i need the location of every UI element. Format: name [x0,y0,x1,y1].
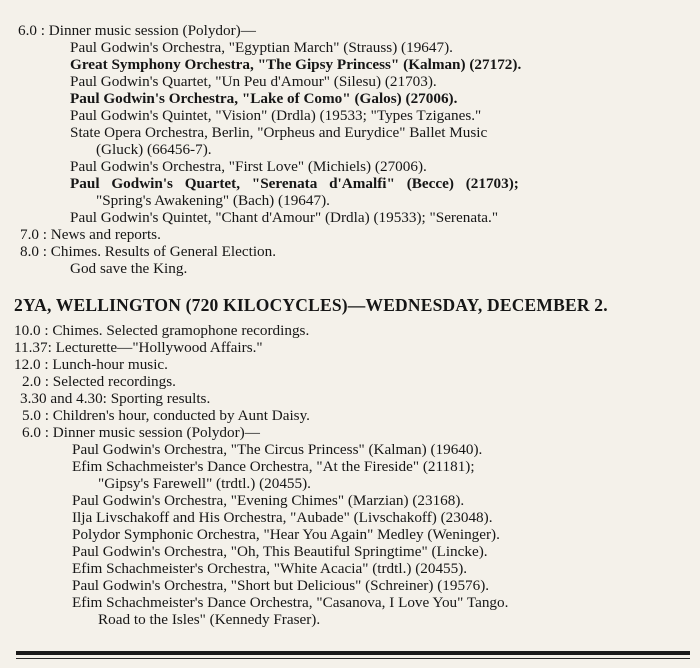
program-item: Paul Godwin's Quartet, "Un Peu d'Amour" (Silesu) (21703). [70,73,437,90]
program-item: Paul Godwin's Orchestra, "First Love" (Michiels) (27006). [70,158,427,175]
program-time-entry: 11.37: Lecturette—"Hollywood Affairs." [14,339,263,356]
program-time-entry: 6.0 : Dinner music session (Polydor)— [22,424,260,441]
program-item: God save the King. [70,260,188,277]
program-item: Paul Godwin's Orchestra, "Short but Delicious" (Schreiner) (19576). [72,577,490,594]
program-time-entry: 12.0 : Lunch-hour music. [14,356,168,373]
program-item-continued: "Gipsy's Farewell" (trdtl.) (20455). [98,475,311,492]
program-time-entry: 5.0 : Children's hour, conducted by Aunt Daisy. [22,407,310,424]
program-item: Paul Godwin's Orchestra, "Evening Chimes" (Marzian) (23168). [72,492,465,509]
program-time-entry: 8.0 : Chimes. Results of General Election. [20,243,277,260]
program-time-entry: 2.0 : Selected recordings. [22,373,176,390]
program-item-continued: Road to the Isles" (Kennedy Fraser). [98,611,321,628]
program-time-entry: 3.30 and 4.30: Sporting results. [20,390,211,407]
program-item: Polydor Symphonic Orchestra, "Hear You Again" Medley (Weninger). [72,526,500,543]
program-item: Paul Godwin's Orchestra, "Lake of Como" (Galos) (27006). [70,90,458,107]
program-item: Paul Godwin's Quintet, "Vision" (Drdla) (19533; "Types Tziganes." [70,107,482,124]
program-item: Efim Schachmeister's Dance Orchestra, "At the Fireside" (21181); [72,458,475,475]
program-item: Efim Schachmeister's Dance Orchestra, "Casanova, I Love You" Tango. [72,594,509,611]
program-time-entry: 7.0 : News and reports. [20,226,161,243]
program-item: Paul Godwin's Orchestra, "Oh, This Beautiful Springtime" (Lincke). [72,543,488,560]
program-item: Efim Schachmeister's Orchestra, "White Acacia" (trdtl.) (20455). [72,560,468,577]
program-item: Paul Godwin's Quintet, "Chant d'Amour" (Drdla) (19533); "Serenata." [70,209,499,226]
program-item: State Opera Orchestra, Berlin, "Orpheus and Eurydice" Ballet Music [70,124,488,141]
program-item: Ilja Livschakoff and His Orchestra, "Aubade" (Livschakoff) (23048). [72,509,493,526]
program-time-entry: 10.0 : Chimes. Selected gramophone recordings. [14,322,310,339]
program-item: Paul Godwin's Quartet, "Serenata d'Amalfi" (Becce) (21703); [70,175,519,192]
program-time-entry: 6.0 : Dinner music session (Polydor)— [18,22,256,39]
station-heading: 2YA, WELLINGTON (720 KILOCYCLES)—WEDNESDAY, DECEMBER 2. [14,295,608,315]
program-item-continued: (Gluck) (66456-7). [96,141,212,158]
column-rule-thin [16,658,690,659]
program-item-continued: "Spring's Awakening" (Bach) (19647). [96,192,330,209]
column-rule [16,651,690,655]
program-item: Great Symphony Orchestra, "The Gipsy Princess" (Kalman) (27172). [70,56,522,73]
program-item: Paul Godwin's Orchestra, "Egyptian March" (Strauss) (19647). [70,39,453,56]
program-item: Paul Godwin's Orchestra, "The Circus Princess" (Kalman) (19640). [72,441,483,458]
